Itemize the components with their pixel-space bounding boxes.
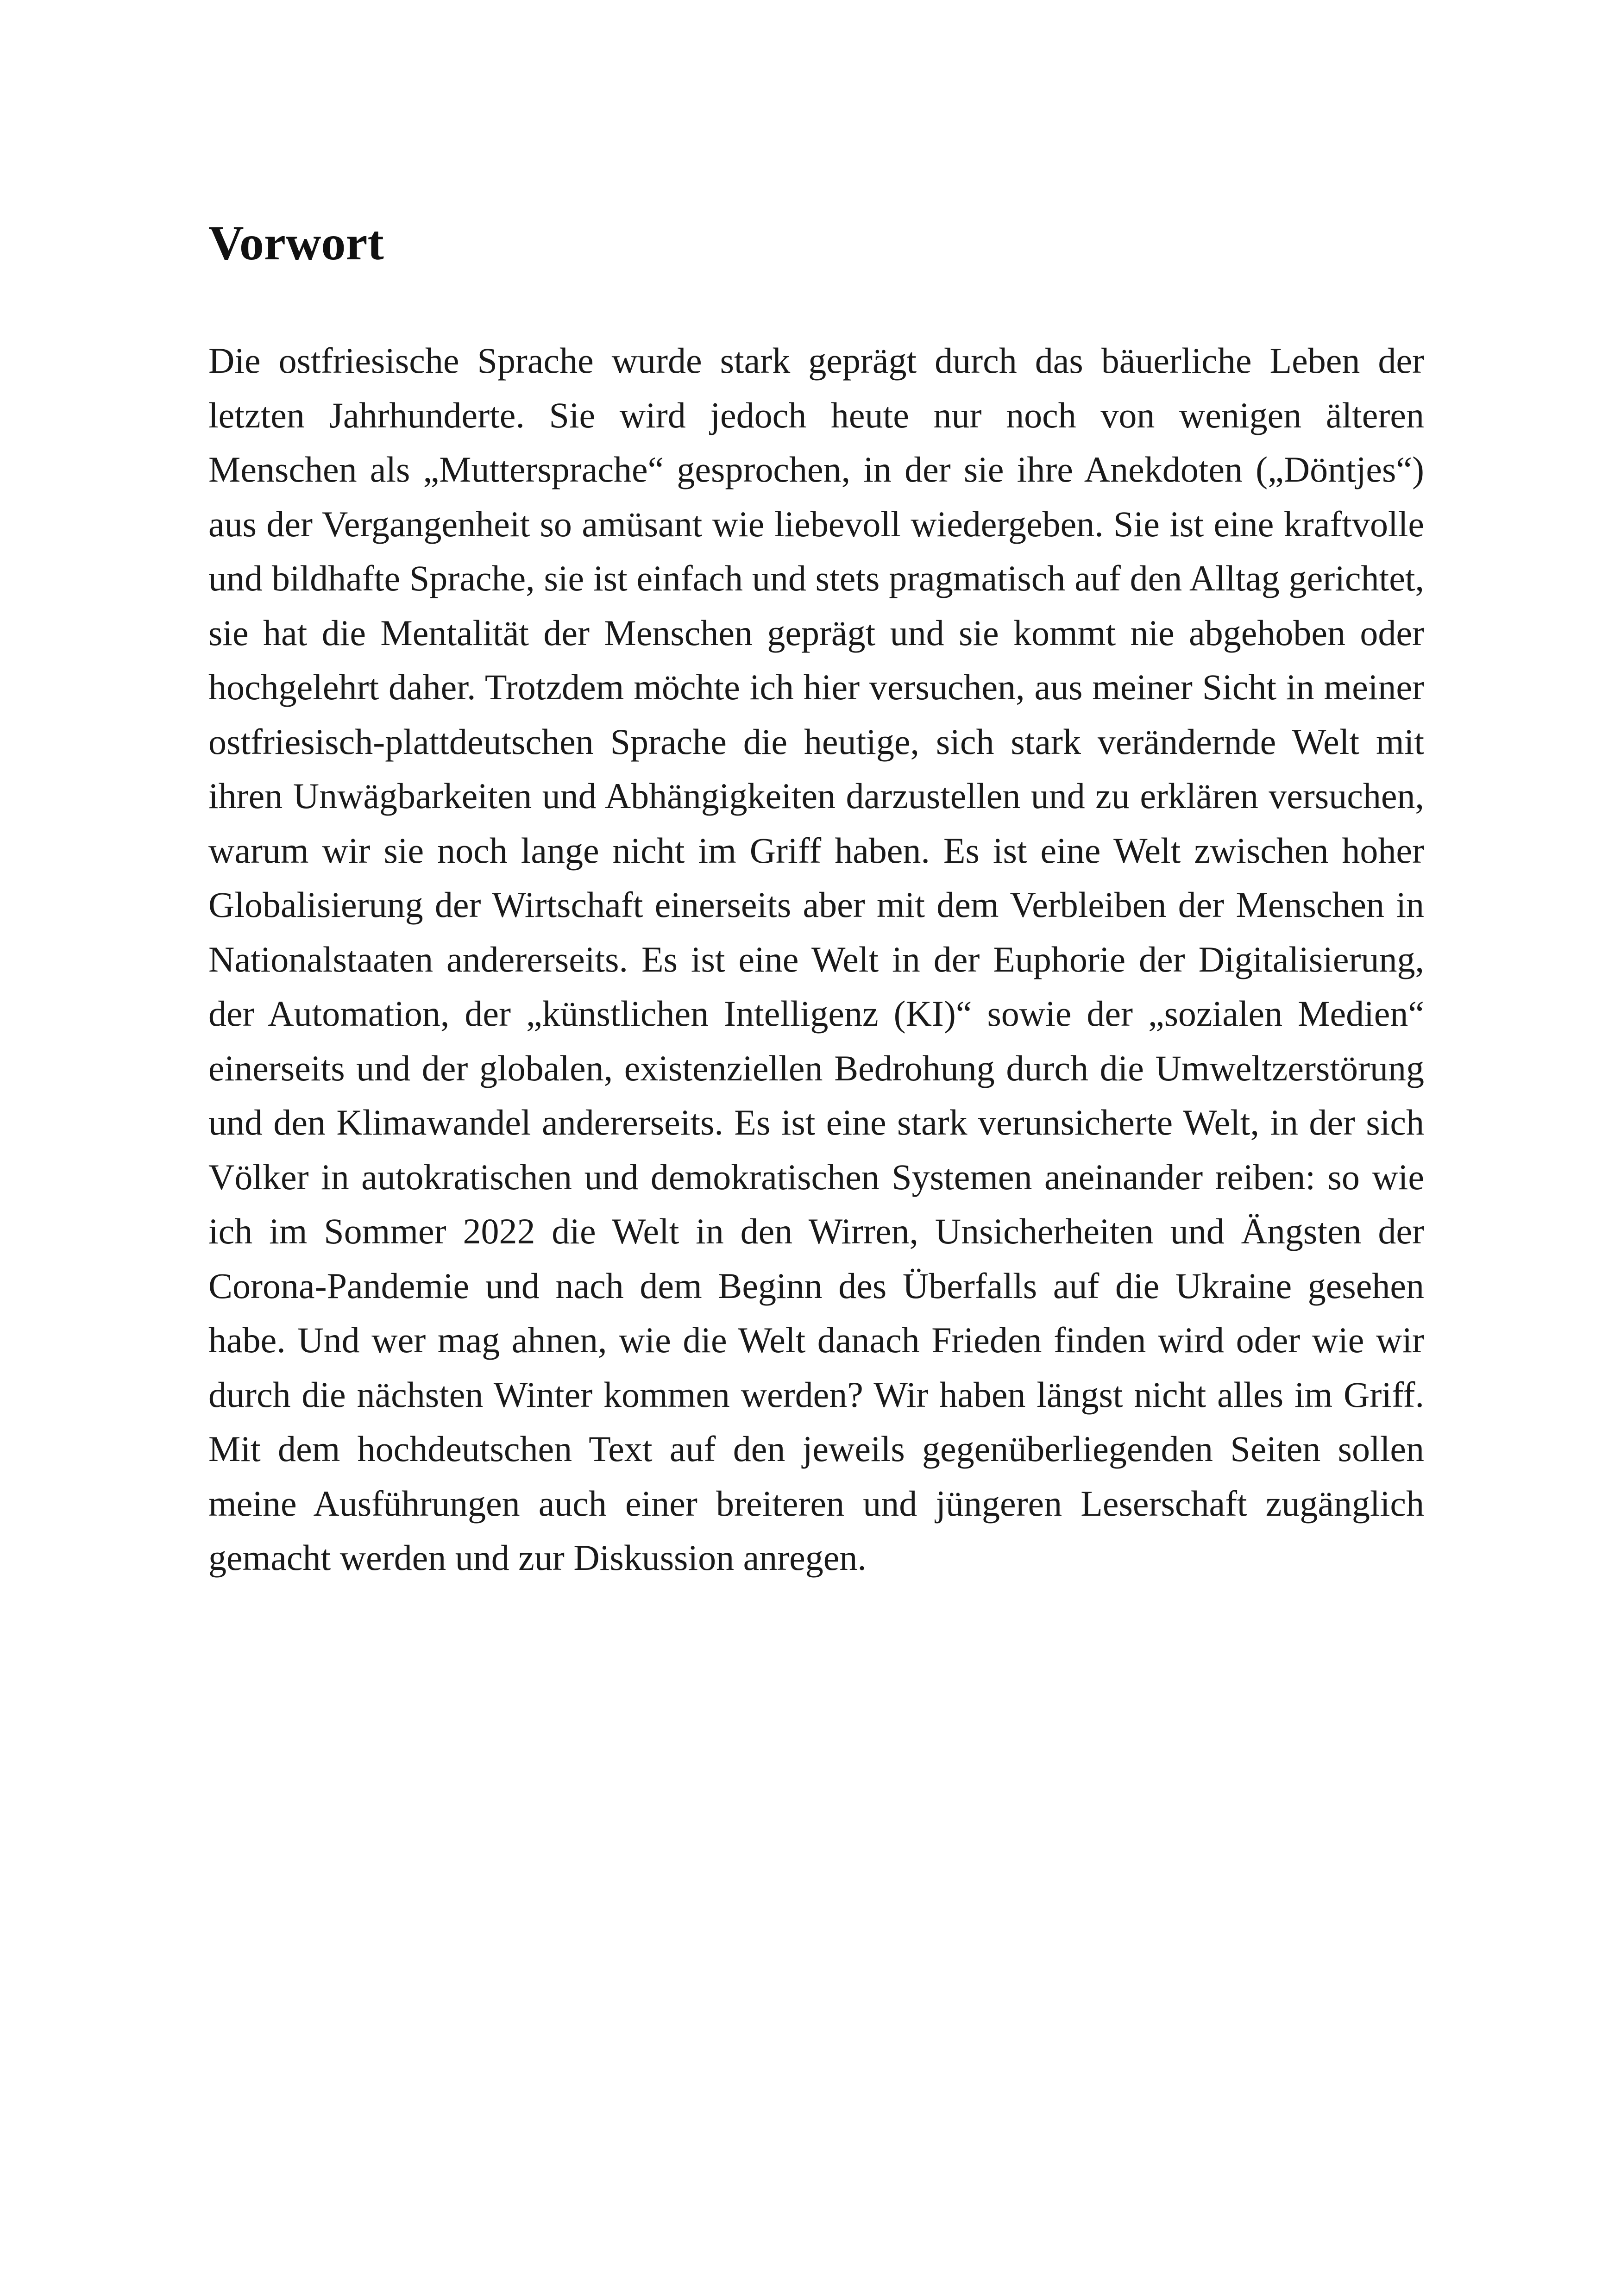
body-paragraph: Die ostfriesische Sprache wurde stark geprägt durch das bäuerliche Leben der letzten Jahrhunderte. Sie wird jedoch heute nur noch von wenigen älteren Menschen als „Muttersprache“ gesprochen, in der sie ihre Anekdoten („Döntjes“) aus der Vergangenheit so amüsant wie liebevoll wiedergeben. Sie ist eine kraftvolle und bildhafte Sprache, sie ist einfach und stets pragmatisch auf den Alltag gerichtet, sie hat die Mentalität der Menschen geprägt und sie kommt nie abgehoben oder hochgelehrt daher. Trotzdem möchte ich hier versuchen, aus meiner Sicht in meiner ostfriesisch-plattdeutschen Sprache die heutige, sich stark verändernde Welt mit ihren Unwägbarkeiten und Abhängigkeiten darzustellen und zu erklären versuchen, warum wir sie noch lange nicht im Griff haben. Es ist eine Welt zwischen hoher Globalisierung der Wirtschaft einerseits aber mit dem Verbleiben der Menschen in Nationalstaaten andererseits. Es ist eine Welt in der Euphorie der Digitalisierung, der Automation, der „künstlichen Intelligenz (KI)“ sowie der „sozialen Medien“ einerseits und der globalen, existenziellen Bedrohung durch die Umweltzerstörung und den Klimawandel andererseits. Es ist eine stark verunsicherte Welt, in der sich Völker in autokratischen und demokratischen Systemen aneinander reiben: so wie ich im Sommer 2022 die Welt in den Wirren, Unsicherheiten und Ängsten der Corona-Pandemie und nach dem Beginn des Überfalls auf die Ukraine gesehen habe. Und wer mag ahnen, wie die Welt danach Frieden finden wird oder wie wir durch die nächsten Winter kommen werden? Wir haben längst nicht alles im Griff. Mit dem hochdeutschen Text auf den jeweils gegenüberliegenden Seiten sollen meine Ausführungen auch einer breiteren und jüngeren Leserschaft zugänglich gemacht werden und zur Diskussion anregen.: [208, 340, 1424, 1578]
page-title: Vorwort: [208, 216, 384, 270]
